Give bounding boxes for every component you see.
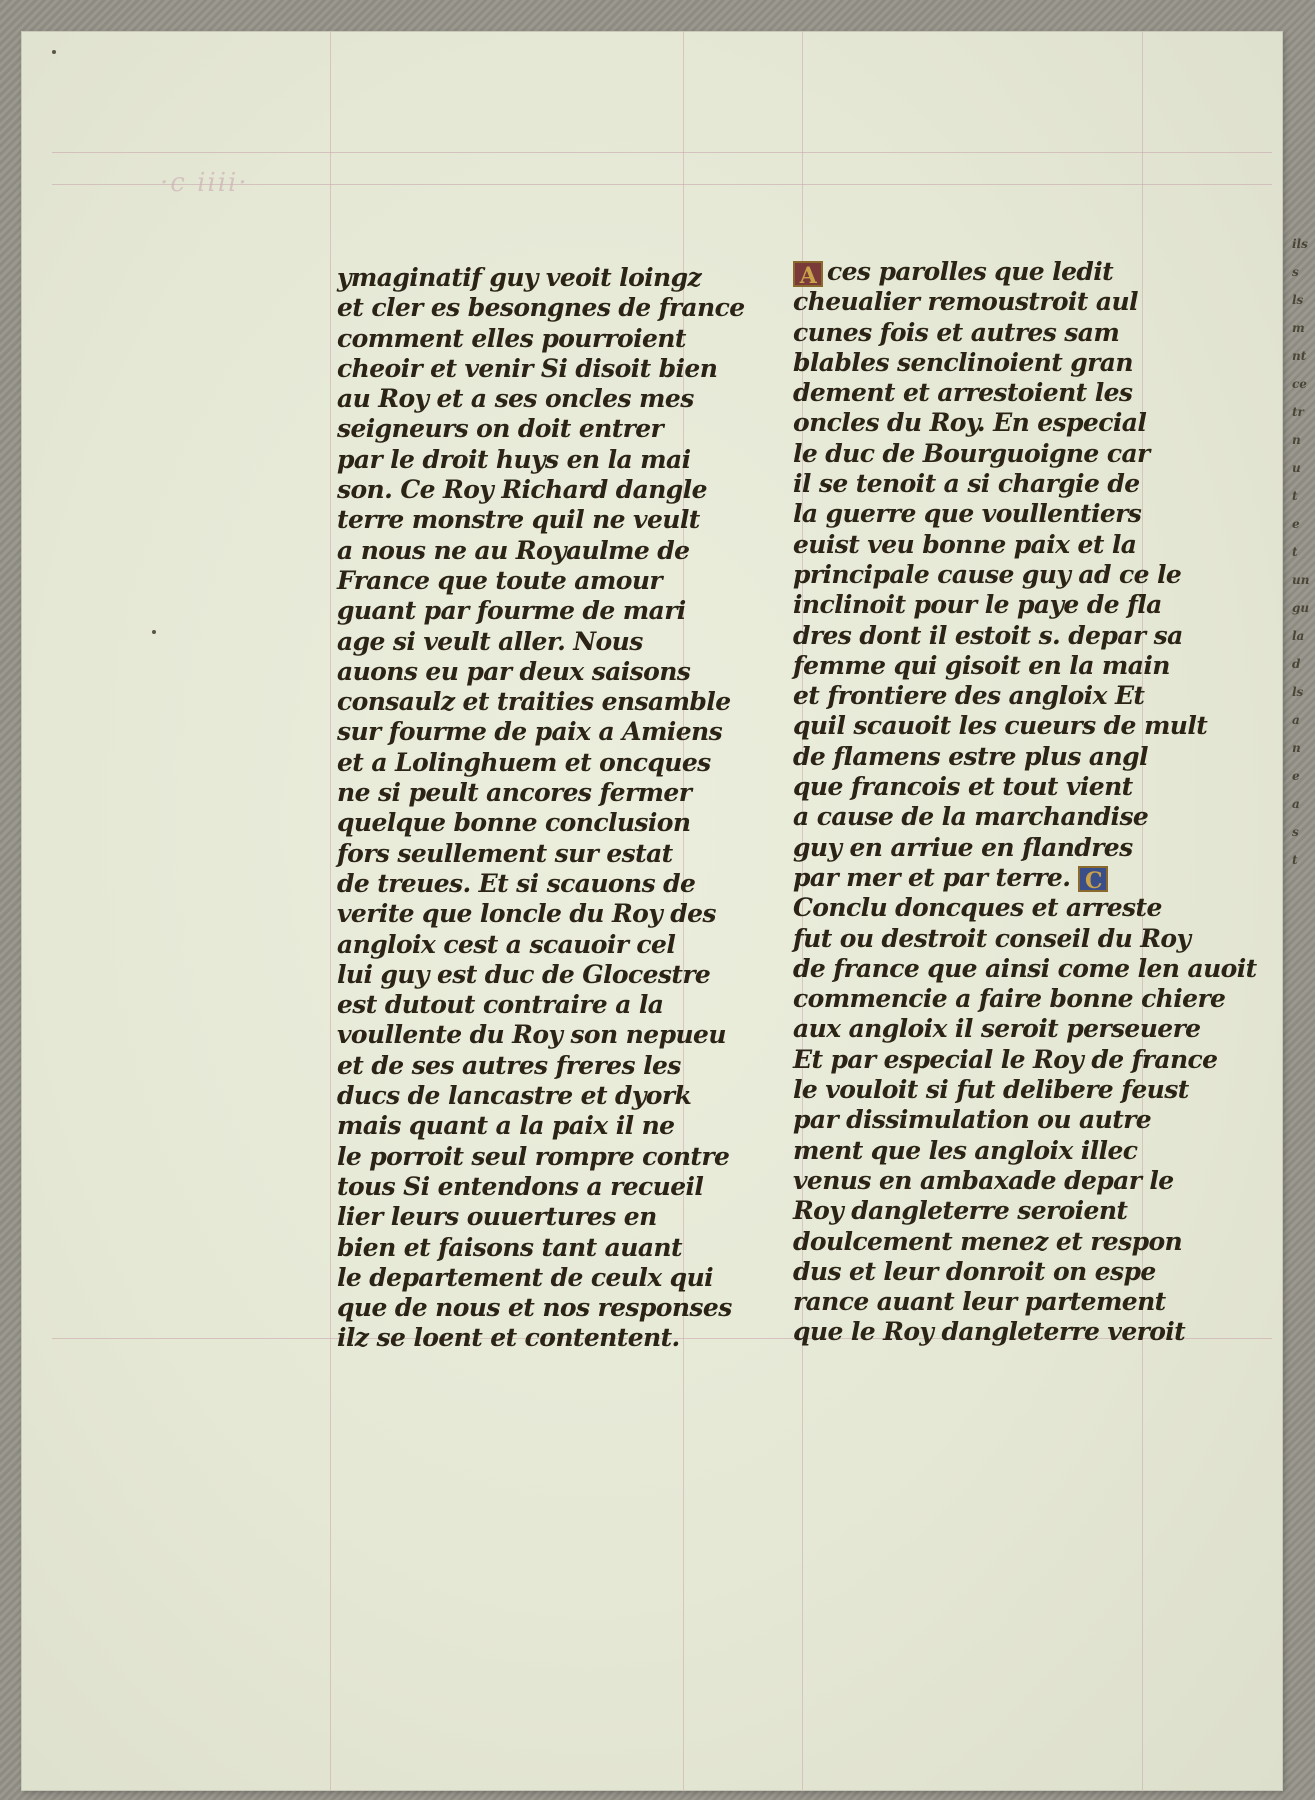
text-line: angloix cest a scauoir cel <box>337 929 676 959</box>
text-line: quelque bonne conclusion <box>337 808 691 838</box>
margin-fragment: la <box>1292 629 1305 643</box>
margin-fragment: ce <box>1292 377 1307 391</box>
margin-fragment: t <box>1292 545 1298 559</box>
text-line: la guerre que voullentiers <box>793 499 1142 529</box>
margin-fragment: nt <box>1292 349 1307 363</box>
text-line: voullente du Roy son nepueu <box>337 1020 726 1050</box>
text-line: France que toute amour <box>337 565 662 595</box>
margin-fragment: ls <box>1292 685 1304 699</box>
margin-fragment: a <box>1292 713 1300 727</box>
text-line: ment que les angloix illec <box>793 1135 1138 1165</box>
margin-fragment: s <box>1292 265 1299 279</box>
margin-fragment: t <box>1292 853 1298 867</box>
text-line: par le droit huys en la mai <box>337 444 691 474</box>
margin-fragment: gu <box>1292 601 1310 615</box>
text-line: cheoir et venir Si disoit bien <box>337 353 718 383</box>
ink-speck <box>52 50 56 54</box>
margin-fragment: u <box>1292 461 1301 475</box>
margin-fragment: d <box>1292 657 1301 671</box>
text-line: verite que loncle du Roy des <box>337 899 716 929</box>
text-line: fors seullement sur estat <box>337 838 673 868</box>
ink-speck <box>152 630 156 634</box>
text-line: de france que ainsi come len auoit <box>793 953 1257 983</box>
text-line: cheualier remoustroit aul <box>793 287 1138 317</box>
text-line: et cler es besongnes de france <box>337 293 745 323</box>
margin-fragment: e <box>1292 769 1300 783</box>
margin-fragment: un <box>1292 573 1310 587</box>
text-line: a nous ne au Royaulme de <box>337 535 690 565</box>
text-line: cunes fois et autres sam <box>793 317 1120 347</box>
text-line: que de nous et nos responses <box>337 1293 732 1323</box>
text-line-content: ces parolles que ledit <box>827 257 1114 286</box>
text-line: le porroit seul rompre contre <box>337 1141 730 1171</box>
text-line: comment elles pourroient <box>337 323 686 353</box>
text-line: Et par especial le Roy de france <box>793 1044 1218 1074</box>
text-line: auons eu par deux saisons <box>337 656 691 686</box>
text-line: que francois et tout vient <box>793 772 1133 802</box>
text-line: son. Ce Roy Richard dangle <box>337 475 707 505</box>
text-line: et de ses autres freres les <box>337 1050 681 1080</box>
margin-fragment: ils <box>1292 237 1308 251</box>
text-line: aux angloix il seroit perseuere <box>793 1014 1201 1044</box>
text-line: principale cause guy ad ce le <box>793 559 1182 589</box>
text-line: il se tenoit a si chargie de <box>793 469 1140 499</box>
text-line: mais quant a la paix il ne <box>337 1111 675 1141</box>
text-line: fut ou destroit conseil du Roy <box>793 923 1191 953</box>
text-column-right <box>793 257 1257 1348</box>
text-line <box>793 863 1257 893</box>
text-line: inclinoit pour le paye de fla <box>793 590 1162 620</box>
text-line: guy en arriue en flandres <box>793 832 1133 862</box>
text-line: le vouloit si fut delibere feust <box>793 1075 1189 1105</box>
text-line: dement et arrestoient les <box>793 378 1133 408</box>
text-line: sur fourme de paix a Amiens <box>337 717 723 747</box>
text-line: ymaginatif guy veoit loingz <box>337 263 702 292</box>
text-line: et a Lolinghuem et oncques <box>337 747 711 777</box>
text-line: le duc de Bourguoigne car <box>793 438 1150 468</box>
text-line: euist veu bonne paix et la <box>793 529 1137 559</box>
text-line: ne si peult ancores fermer <box>337 778 692 808</box>
margin-fragment: n <box>1292 741 1301 755</box>
text-line: lier leurs ouuertures en <box>337 1202 657 1232</box>
text-line: dres dont il estoit s. depar sa <box>793 620 1183 650</box>
margin-fragment: tr <box>1292 405 1304 419</box>
text-line: par dissimulation ou autre <box>793 1105 1152 1135</box>
next-leaf-edge-text <box>1292 230 1314 874</box>
illuminated-initial: A <box>793 261 823 287</box>
ruling-line <box>330 32 331 1790</box>
text-line: que le Roy dangleterre veroit <box>793 1317 1186 1347</box>
text-line: dus et leur donroit on espe <box>793 1256 1156 1286</box>
illuminated-initial: C <box>1078 866 1108 892</box>
text-line: quil scauoit les cueurs de mult <box>793 711 1208 741</box>
text-line: oncles du Roy. En especial <box>793 408 1147 438</box>
margin-fragment: s <box>1292 825 1299 839</box>
text-line: bien et faisons tant auant <box>337 1232 682 1262</box>
text-line: femme qui gisoit en la main <box>793 650 1170 680</box>
text-line: a cause de la marchandise <box>793 802 1149 832</box>
text-line: terre monstre quil ne veult <box>337 505 700 535</box>
margin-fragment: a <box>1292 797 1300 811</box>
text-line: rance auant leur partement <box>793 1287 1166 1317</box>
text-line: est dutout contraire a la <box>337 990 664 1020</box>
text-line: de treues. Et si scauons de <box>337 868 696 898</box>
text-line: Roy dangleterre seroient <box>793 1196 1128 1226</box>
text-line: et frontiere des angloix Et <box>793 681 1145 711</box>
text-line: consaulz et traities ensamble <box>337 687 731 717</box>
text-line-content: par mer et par terre. <box>793 862 1071 892</box>
text-line: commencie a faire bonne chiere <box>793 984 1226 1014</box>
margin-fragment: n <box>1292 433 1301 447</box>
text-line: age si veult aller. Nous <box>337 626 643 656</box>
folio-number: ·c iiii· <box>160 168 249 198</box>
text-line: blables senclinoient gran <box>793 347 1133 377</box>
text-line: lui guy est duc de Glocestre <box>337 959 711 989</box>
text-line: guant par fourme de mari <box>337 596 686 626</box>
text-line: ilz se loent et contentent. <box>337 1323 680 1353</box>
margin-fragment: e <box>1292 517 1300 531</box>
margin-fragment: m <box>1292 321 1305 335</box>
text-line: ducs de lancastre et dyork <box>337 1081 692 1111</box>
text-line: venus en ambaxade depar le <box>793 1165 1174 1195</box>
margin-fragment: ls <box>1292 293 1304 307</box>
ruling-line <box>52 152 1272 153</box>
text-line: tous Si entendons a recueil <box>337 1171 704 1201</box>
margin-fragment: t <box>1292 489 1298 503</box>
text-line: de flamens estre plus angl <box>793 741 1148 771</box>
text-column-left <box>337 263 745 1354</box>
text-line: le departement de ceulx qui <box>337 1262 714 1292</box>
text-line: seigneurs on doit entrer <box>337 414 664 444</box>
text-line: Conclu doncques et arreste <box>793 893 1162 923</box>
text-line: au Roy et a ses oncles mes <box>337 384 694 414</box>
text-line: doulcement menez et respon <box>793 1226 1183 1256</box>
text-line <box>793 257 1257 287</box>
